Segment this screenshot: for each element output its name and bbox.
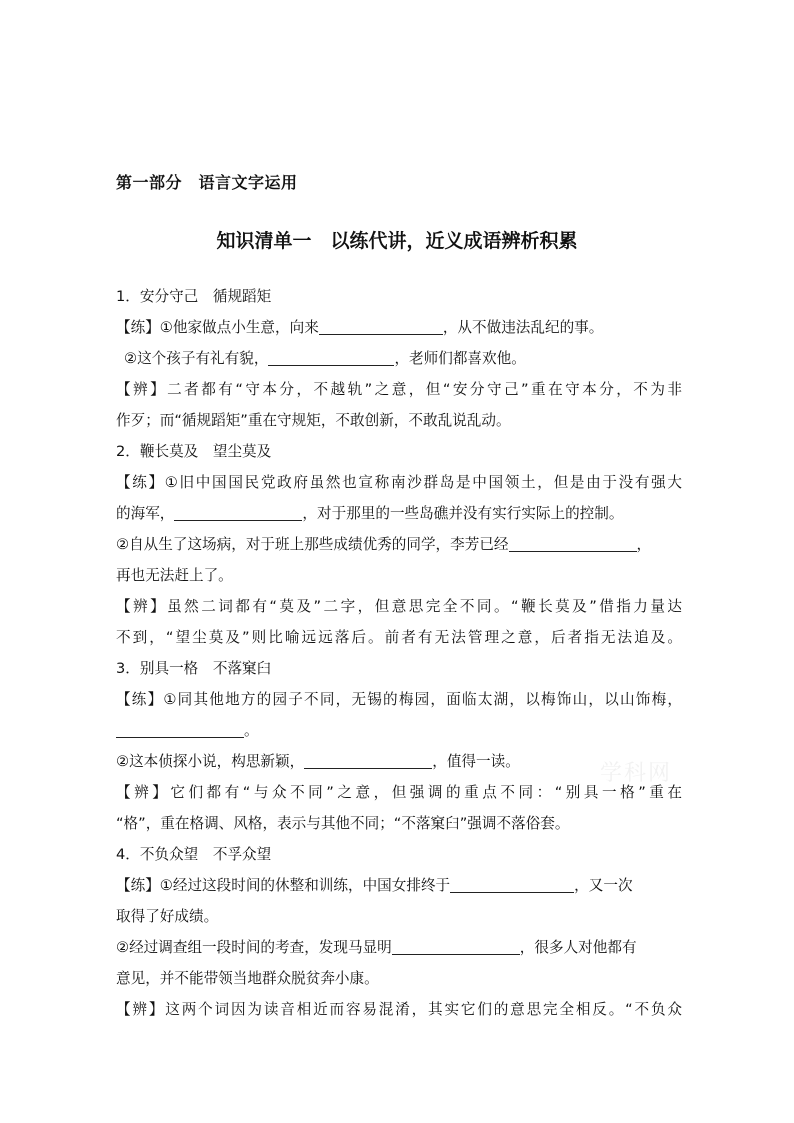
analysis-line: 【辨】二者都有“守本分，不越轨”之意，但“安分守己”重在守本分，不为非 [116, 381, 682, 398]
text-span: ②这个孩子有礼有貌， [124, 350, 269, 367]
analysis-line: 【辨】这两个词因为读音相近而容易混淆，其实它们的意思完全相反。“不负众 [116, 1001, 682, 1018]
answer-blank[interactable] [268, 349, 394, 366]
answer-blank[interactable] [319, 318, 443, 335]
item-heading: 4．不负众望 不孚众望 [116, 846, 272, 863]
text-span: 。 [244, 722, 259, 739]
practice-line: 取得了好成绩。 [116, 908, 219, 925]
answer-blank[interactable] [392, 938, 520, 955]
practice-line [116, 715, 682, 746]
text-span: ， [636, 536, 652, 553]
answer-blank[interactable] [116, 721, 244, 738]
item-heading: 1．安分守己 循规蹈矩 [116, 288, 272, 305]
text-span: 【练】①经过这段时间的休整和训练，中国女排终于 [116, 877, 451, 894]
text-span: ，值得一读。 [432, 753, 520, 770]
text-span: ，老师们都喜欢他。 [394, 350, 526, 367]
practice-line: 再也无法赶上了。 [116, 567, 233, 584]
item-heading: 3．别具一格 不落窠臼 [116, 660, 272, 677]
answer-blank[interactable] [174, 504, 302, 521]
analysis-line: 【辨】它们都有“与众不同”之意，但强调的重点不同：“别具一格”重在 [116, 784, 682, 801]
analysis-line: 作歹；而“循规蹈矩”重在守规矩，不敢创新，不敢乱说乱动。 [116, 412, 511, 429]
text-span: ②经过调查组一段时间的考查，发现马显明 [116, 939, 392, 956]
answer-blank[interactable] [304, 752, 432, 769]
practice-line [116, 870, 682, 901]
text-span: ，对于那里的一些岛礁并没有实行实际上的控制。 [302, 505, 624, 522]
text-span: ，从不做违法乱纪的事。 [442, 319, 604, 336]
item-heading: 2．鞭长莫及 望尘莫及 [116, 443, 272, 460]
part-title: 第一部分 语言文字运用 [116, 173, 298, 192]
practice-line [116, 932, 682, 963]
practice-line [116, 529, 682, 560]
text-span: ，又一次 [574, 877, 633, 894]
practice-line [116, 343, 682, 374]
analysis-line: 【辨】虽然二词都有“莫及”二字，但意思完全不同。“鞭长莫及”借指力量达 [116, 598, 682, 615]
practice-line [116, 498, 682, 529]
watermark: 学科网 [600, 761, 673, 786]
practice-line [116, 746, 682, 777]
practice-line: 【练】①旧中国国民党政府虽然也宣称南沙群岛是中国领土，但是由于没有强大 [116, 474, 682, 491]
text-span: ②这本侦探小说，构思新颖， [116, 753, 305, 770]
answer-blank[interactable] [509, 535, 637, 552]
practice-line: 意见，并不能带领当地群众脱贫奔小康。 [116, 970, 379, 987]
document-body [116, 281, 682, 1025]
text-span: 【练】①他家做点小生意，向来 [116, 319, 319, 336]
analysis-line: “格”，重在格调、风格，表示与其他不同；“不落窠臼”强调不落俗套。 [116, 815, 570, 832]
analysis-line: 不到，“望尘莫及”则比喻远远落后。前者有无法管理之意，后者指无法追及。 [116, 629, 682, 646]
main-title: 知识清单一 以练代讲，近义成语辨析积累 [216, 230, 578, 252]
answer-blank[interactable] [450, 876, 574, 893]
practice-line [116, 312, 682, 343]
text-span: ②自从生了这场病，对于班上那些成绩优秀的同学，李芳已经 [116, 536, 509, 553]
text-span: 的海军， [116, 505, 175, 522]
text-span: ，很多人对他都有 [519, 939, 637, 956]
practice-line: 【练】①同其他地方的园子不同，无锡的梅园，面临太湖，以梅饰山，以山饰梅， [116, 691, 682, 708]
